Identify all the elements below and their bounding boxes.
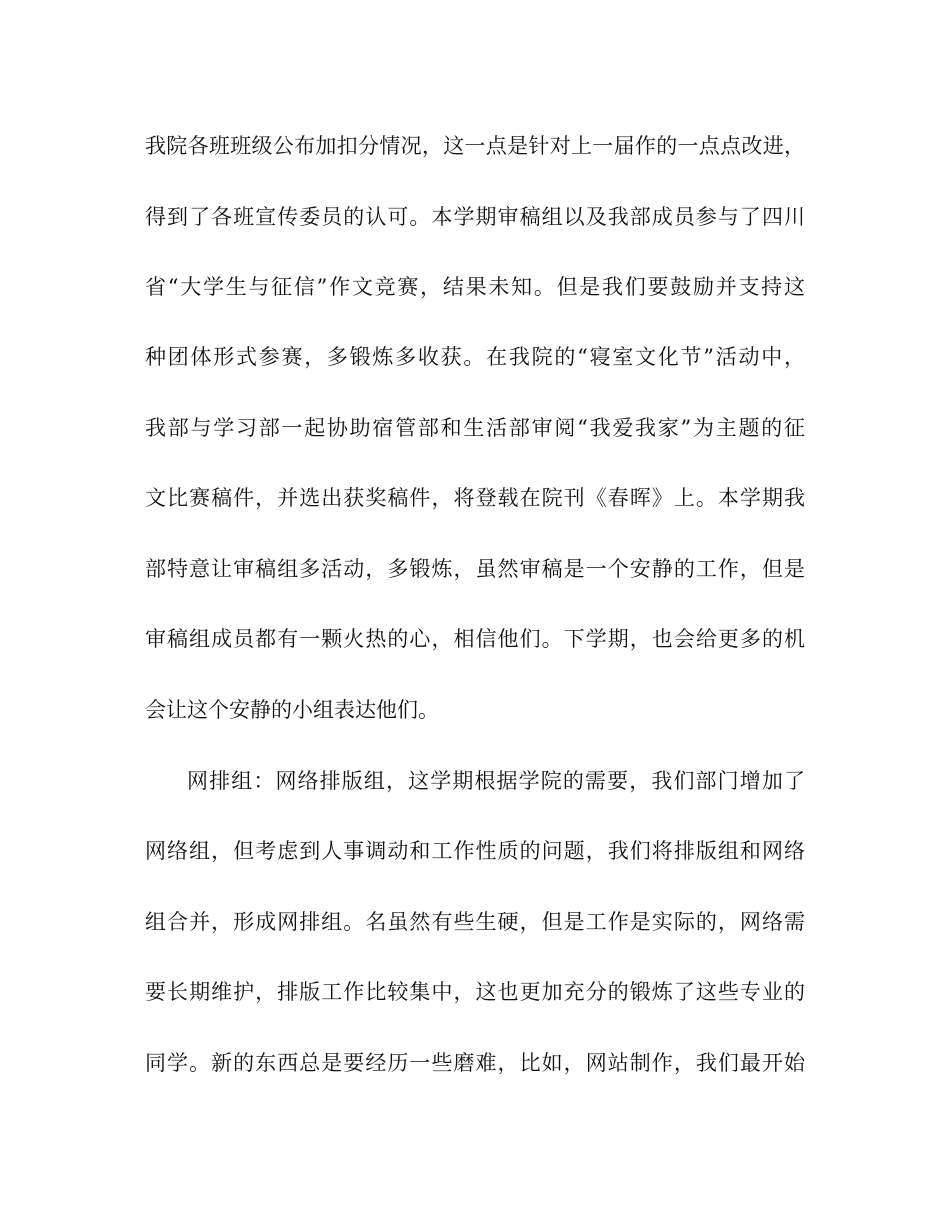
paragraph-line: 省“大学生与征信”作文竞赛，结果未知。但是我们要鼓励并支持这 bbox=[145, 275, 805, 299]
paragraph-line: 会让这个安静的小组表达他们。 bbox=[145, 698, 439, 722]
paragraph-line: 同学。新的东西总是要经历一些磨难，比如，网站制作，我们最开始 bbox=[145, 1051, 805, 1075]
paragraph-line: 审稿组成员都有一颗火热的心，相信他们。下学期，也会给更多的机 bbox=[145, 627, 805, 651]
paragraph-line: 网络组，但考虑到人事调动和工作性质的问题，我们将排版组和网络 bbox=[145, 839, 805, 863]
paragraph-line: 网排组：网络排版组，这学期根据学院的需要，我们部门增加了 bbox=[187, 769, 805, 793]
paragraph-line: 种团体形式参赛，多锻炼多收获。在我院的“寝室文化节”活动中， bbox=[145, 345, 805, 369]
paragraph-line: 我部与学习部一起协助宿管部和生活部审阅“我爱我家”为主题的征 bbox=[145, 416, 805, 440]
paragraph-line: 要长期维护，排版工作比较集中，这也更加充分的锻炼了这些专业的 bbox=[145, 980, 805, 1004]
paragraph-line: 部特意让审稿组多活动，多锻炼，虽然审稿是一个安静的工作，但是 bbox=[145, 557, 805, 581]
paragraph-line: 文比赛稿件，并选出获奖稿件，将登载在院刊《春晖》上。本学期我 bbox=[145, 486, 805, 510]
paragraph-line: 我院各班班级公布加扣分情况，这一点是针对上一届作的一点点改进， bbox=[145, 134, 805, 158]
paragraph-line: 得到了各班宣传委员的认可。本学期审稿组以及我部成员参与了四川 bbox=[145, 205, 805, 229]
paragraph-line: 组合并，形成网排组。名虽然有些生硬，但是工作是实际的，网络需 bbox=[145, 910, 805, 934]
